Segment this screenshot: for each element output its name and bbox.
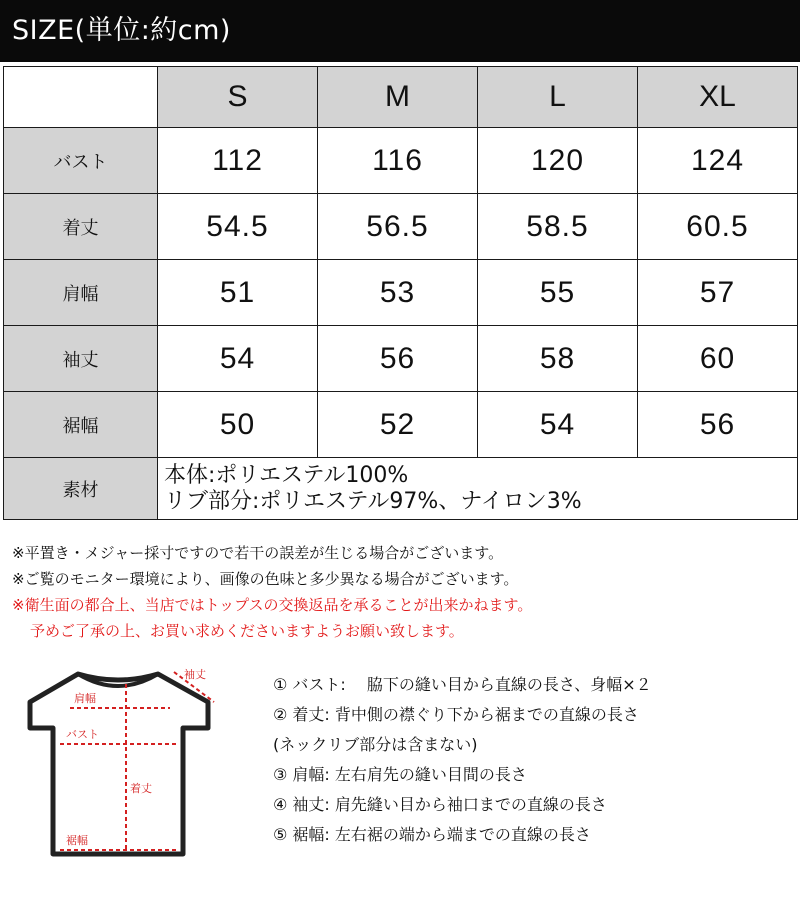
note-measurement: ※平置き・メジャー採寸ですので若干の誤差が生じる場合がございます。 — [12, 544, 504, 562]
table-cell: 58 — [478, 326, 638, 392]
table-cell: 60 — [638, 326, 798, 392]
table-cell: 56 — [638, 392, 798, 458]
legend-item-length-note: (ネックリブ部分は含まない) — [273, 735, 478, 754]
corner-cell — [4, 67, 158, 128]
size-header-s: S — [158, 67, 318, 128]
size-header-l: L — [478, 67, 638, 128]
note-thanks: 予めご了承の上、お買い求めくださいますようお願い致します。 — [30, 622, 464, 640]
bust-label: バスト — [66, 728, 99, 741]
legend-item-length: ② 着丈: 背中側の襟ぐり下から裾までの直線の長さ — [273, 705, 639, 724]
size-header-m: M — [318, 67, 478, 128]
table-row-length — [4, 194, 798, 260]
legend-item-shoulder: ③ 肩幅: 左右肩先の縫い目間の長さ — [273, 765, 527, 784]
tshirt-diagram — [18, 664, 238, 864]
sleeve-label: 袖丈 — [184, 668, 206, 681]
table-cell: 56 — [318, 326, 478, 392]
row-label-material: 素材 — [4, 458, 158, 520]
row-label-shoulder: 肩幅 — [4, 260, 158, 326]
tshirt-outline — [30, 674, 208, 854]
table-cell: 112 — [158, 128, 318, 194]
row-label-hem: 裾幅 — [4, 392, 158, 458]
table-cell: 54 — [158, 326, 318, 392]
table-cell: 55 — [478, 260, 638, 326]
page-title: SIZE(単位:約cm) — [0, 0, 800, 62]
note-monitor: ※ご覧のモニター環境により、画像の色味と多少異なる場合がございます。 — [12, 570, 519, 588]
length-label: 着丈 — [130, 782, 152, 795]
table-row-sleeve — [4, 326, 798, 392]
note-no-return: ※衛生面の都合上、当店ではトップスの交換返品を承ることが出来かねます。 — [12, 596, 533, 614]
table-cell: 124 — [638, 128, 798, 194]
material-line-rib: リブ部分:ポリエステル97%、ナイロン3% — [164, 488, 582, 514]
table-row-bust — [4, 128, 798, 194]
measurement-legend — [273, 670, 793, 850]
size-table — [3, 66, 798, 520]
size-header-xl: XL — [638, 67, 798, 128]
material-line-body: 本体:ポリエステル100% — [164, 462, 409, 488]
table-cell: 56.5 — [318, 194, 478, 260]
table-row-hem — [4, 392, 798, 458]
table-row-shoulder — [4, 260, 798, 326]
row-label-length: 着丈 — [4, 194, 158, 260]
legend-item-hem: ⑤ 裾幅: 左右裾の端から端までの直線の長さ — [273, 825, 591, 844]
table-cell: 58.5 — [478, 194, 638, 260]
hem-label: 裾幅 — [66, 834, 88, 847]
table-row-material — [4, 458, 798, 520]
table-cell: 52 — [318, 392, 478, 458]
table-cell: 53 — [318, 260, 478, 326]
table-cell: 54 — [478, 392, 638, 458]
row-label-sleeve: 袖丈 — [4, 326, 158, 392]
table-cell: 60.5 — [638, 194, 798, 260]
size-header-row — [4, 67, 798, 128]
row-label-bust: バスト — [4, 128, 158, 194]
table-cell: 120 — [478, 128, 638, 194]
legend-item-sleeve: ④ 袖丈: 肩先縫い目から袖口までの直線の長さ — [273, 795, 607, 814]
table-cell: 50 — [158, 392, 318, 458]
shoulder-label: 肩幅 — [74, 692, 96, 705]
table-cell: 51 — [158, 260, 318, 326]
table-cell: 116 — [318, 128, 478, 194]
legend-item-bust: ① バスト: 脇下の縫い目から直線の長さ、身幅×２ — [273, 675, 652, 694]
material-cell — [158, 458, 798, 520]
notes-block — [12, 540, 792, 644]
table-cell: 54.5 — [158, 194, 318, 260]
table-cell: 57 — [638, 260, 798, 326]
